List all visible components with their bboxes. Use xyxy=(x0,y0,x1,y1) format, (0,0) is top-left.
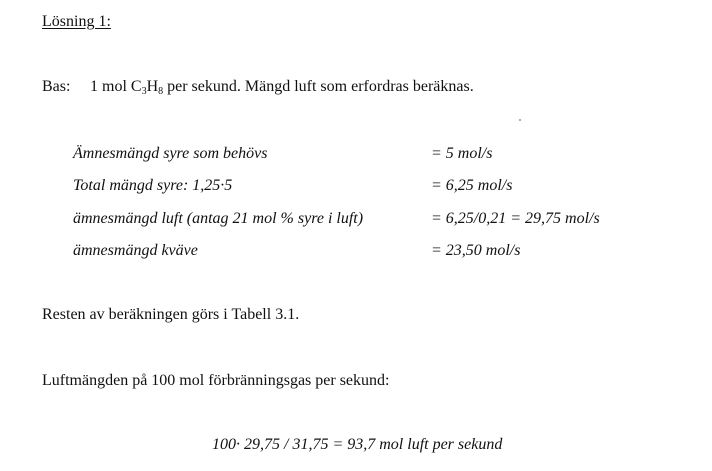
carbon-subscript: 3 xyxy=(141,86,147,97)
carbon-symbol: C xyxy=(130,78,142,95)
nitrogen-amount-label: ämnesmängd kväve xyxy=(73,242,198,259)
solution-heading: Lösning 1: xyxy=(42,13,111,30)
total-oxygen-value: = 6,25 mol/s xyxy=(431,177,513,194)
basis-text: per sekund. Mängd luft som erfordras beräknas. xyxy=(167,78,474,95)
nitrogen-amount-value: = 23,50 mol/s xyxy=(431,242,521,259)
hydrogen-subscript: 8 xyxy=(158,86,164,97)
basis-line xyxy=(42,78,474,96)
propane-formula xyxy=(131,78,163,95)
hydrogen-symbol: H xyxy=(146,78,159,95)
air-per-flue-gas-text: Luftmängden på 100 mol förbränningsgas per sekund: xyxy=(42,372,390,389)
rest-of-calculation-text: Resten av beräkningen görs i Tabell 3.1. xyxy=(42,306,300,323)
basis-amount: 1 mol xyxy=(90,78,127,95)
result-formula: 100· 29,75 / 31,75 = 93,7 mol luft per sekund xyxy=(212,436,503,453)
oxygen-needed-value: = 5 mol/s xyxy=(431,145,493,162)
air-amount-label: ämnesmängd luft (antag 21 mol % syre i luft) xyxy=(73,210,364,227)
oxygen-needed-label: Ämnesmängd syre som behövs xyxy=(73,145,268,162)
basis-label: Bas: xyxy=(42,78,71,95)
air-amount-value: = 6,25/0,21 = 29,75 mol/s xyxy=(431,210,600,227)
scan-speck xyxy=(519,119,521,121)
total-oxygen-label: Total mängd syre: 1,25·5 xyxy=(73,177,233,194)
